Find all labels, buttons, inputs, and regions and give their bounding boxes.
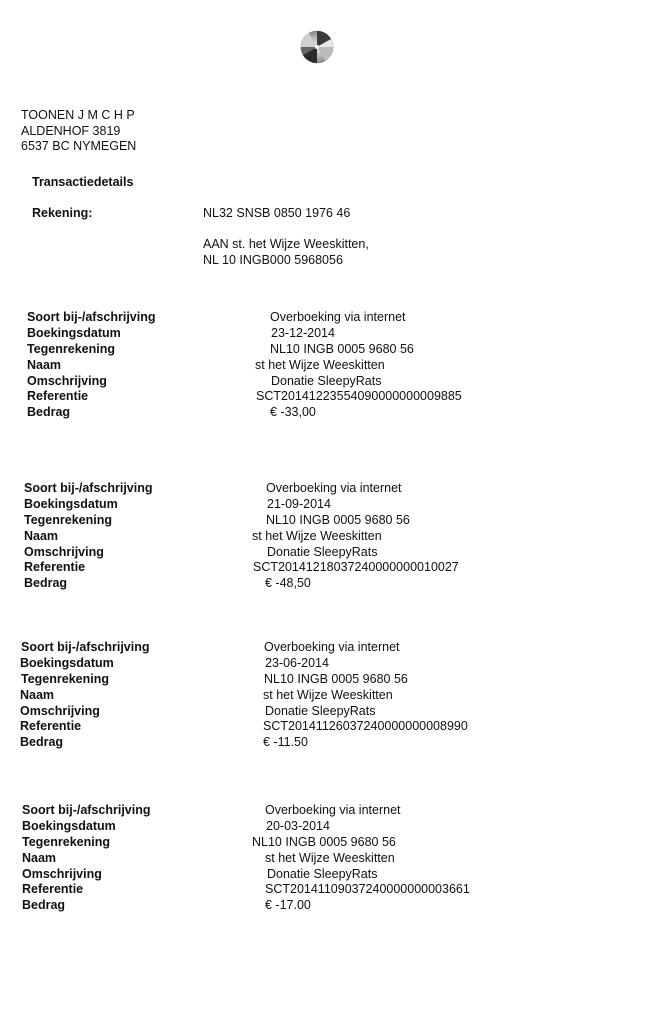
label-bedrag: Bedrag — [24, 576, 68, 591]
beneficiary-name: AAN st. het Wijze Weeskitten, — [203, 237, 369, 251]
value-tegenrekening: NL10 INGB 0005 9680 56 — [266, 512, 410, 527]
label-datum: Boekingsdatum — [22, 818, 116, 833]
value-omschrijving: Donatie SleepyRats — [267, 544, 378, 559]
value-bedrag: € -17.00 — [265, 898, 311, 913]
label-tegenrekening: Tegenrekening — [21, 671, 109, 686]
value-datum: 23-12-2014 — [271, 325, 335, 340]
transaction-block — [22, 803, 622, 914]
label-tegenrekening: Tegenrekening — [27, 341, 115, 356]
value-tegenrekening: NL10 INGB 0005 9680 56 — [264, 671, 408, 686]
label-soort: Soort bij-/afschrijving — [22, 803, 151, 817]
value-naam: st het Wijze Weeskitten — [255, 357, 385, 372]
beneficiary-account: NL 10 INGB000 5968056 — [203, 252, 343, 267]
value-soort: Overboeking via internet — [265, 803, 401, 817]
label-referentie: Referentie — [27, 389, 89, 404]
label-omschrijving: Omschrijving — [27, 373, 107, 388]
value-datum: 23-06-2014 — [265, 655, 329, 670]
label-referentie: Referentie — [20, 719, 82, 734]
value-tegenrekening: NL10 INGB 0005 9680 56 — [252, 834, 396, 849]
transaction-block — [24, 481, 624, 592]
value-bedrag: € -48,50 — [265, 576, 311, 591]
label-omschrijving: Omschrijving — [22, 866, 102, 881]
label-datum: Boekingsdatum — [24, 496, 118, 511]
transaction-block — [27, 310, 627, 421]
value-referentie: SCT20141109037240000000003661 — [265, 882, 470, 897]
label-tegenrekening: Tegenrekening — [24, 512, 112, 527]
label-bedrag: Bedrag — [20, 735, 64, 750]
label-referentie: Referentie — [22, 882, 84, 897]
value-omschrijving: Donatie SleepyRats — [267, 866, 378, 881]
account-label: Rekening: — [32, 206, 93, 220]
account-number: NL32 SNSB 0850 1976 46 — [203, 206, 351, 220]
label-tegenrekening: Tegenrekening — [22, 834, 110, 849]
bank-logo-icon — [300, 30, 334, 64]
recipient-address — [21, 108, 136, 155]
value-referentie: SCT20141218037240000000010027 — [253, 560, 459, 575]
label-omschrijving: Omschrijving — [24, 544, 104, 559]
address-city: 6537 BC NYMEGEN — [21, 139, 137, 153]
value-bedrag: € -11.50 — [263, 735, 308, 750]
beneficiary-block — [203, 237, 369, 268]
label-referentie: Referentie — [24, 560, 86, 575]
value-referentie: SCT20141126037240000000008990 — [263, 719, 468, 734]
label-soort: Soort bij-/afschrijving — [27, 310, 156, 324]
value-soort: Overboeking via internet — [270, 310, 406, 324]
value-bedrag: € -33,00 — [270, 405, 316, 420]
value-datum: 20-03-2014 — [266, 818, 330, 833]
value-omschrijving: Donatie SleepyRats — [271, 373, 382, 388]
value-naam: st het Wijze Weeskitten — [265, 850, 395, 865]
label-bedrag: Bedrag — [27, 405, 71, 420]
address-street: ALDENHOF 3819 — [21, 123, 121, 138]
value-datum: 21-09-2014 — [267, 496, 331, 511]
value-tegenrekening: NL10 INGB 0005 9680 56 — [270, 341, 414, 356]
value-soort: Overboeking via internet — [266, 481, 402, 495]
label-naam: Naam — [20, 687, 55, 702]
transaction-block — [20, 640, 620, 751]
label-datum: Boekingsdatum — [20, 655, 114, 670]
label-datum: Boekingsdatum — [27, 325, 121, 340]
label-soort: Soort bij-/afschrijving — [24, 481, 153, 495]
label-naam: Naam — [27, 357, 62, 372]
value-naam: st het Wijze Weeskitten — [263, 687, 393, 702]
value-soort: Overboeking via internet — [264, 640, 400, 654]
label-naam: Naam — [24, 528, 59, 543]
value-omschrijving: Donatie SleepyRats — [265, 703, 376, 718]
value-naam: st het Wijze Weeskitten — [252, 528, 382, 543]
label-omschrijving: Omschrijving — [20, 703, 100, 718]
label-naam: Naam — [22, 850, 57, 865]
address-name: TOONEN J M C H P — [21, 108, 135, 122]
label-bedrag: Bedrag — [22, 898, 66, 913]
value-referentie: SCT20141223554090000000009885 — [256, 389, 462, 404]
label-soort: Soort bij-/afschrijving — [21, 640, 150, 654]
page-title: Transactiedetails — [32, 175, 134, 189]
